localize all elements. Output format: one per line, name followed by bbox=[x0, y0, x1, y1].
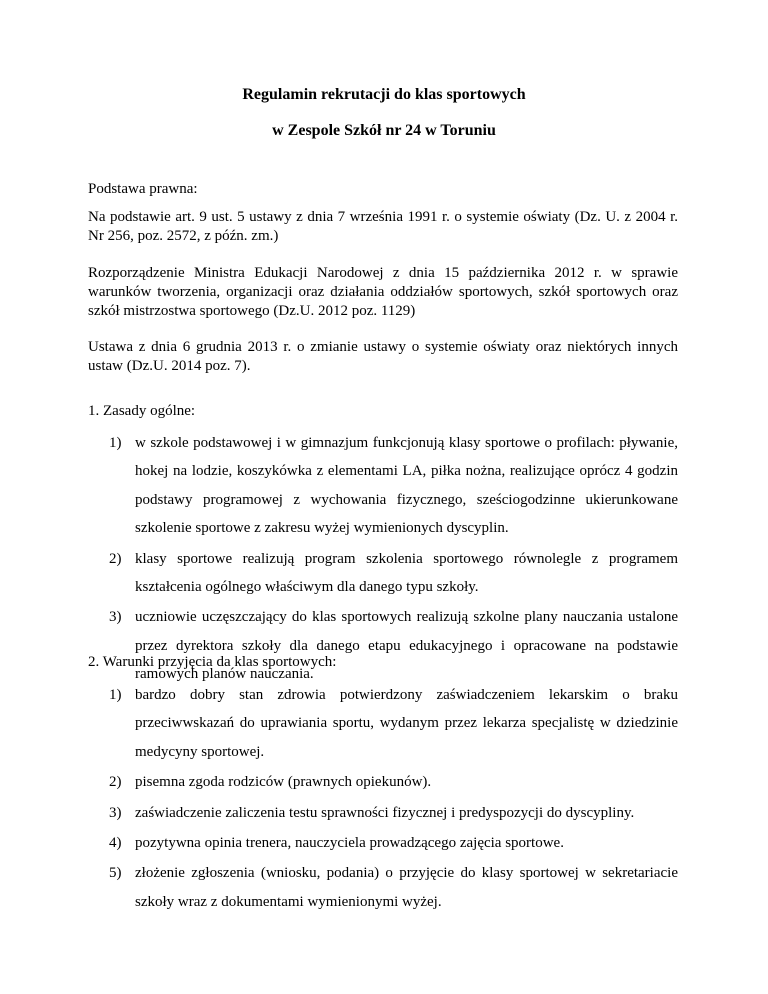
list-item-text: bardzo dobry stan zdrowia potwierdzony zaświadczeniem lekarskim o braku przeciwwskazań do uprawiania sportu, wydanym przez lekarza specjalistę w dziedzinie medycyny sportowej. bbox=[135, 687, 678, 760]
list-item-number: 1) bbox=[109, 435, 122, 451]
admission-conditions-list bbox=[109, 681, 678, 918]
list-item-text: zaświadczenie zaliczenia testu sprawności fizycznej i predyspozycji do dyscypliny. bbox=[135, 804, 635, 821]
document-title-line2: w Zespole Szkół nr 24 w Toruniu bbox=[272, 122, 496, 139]
list-item bbox=[109, 799, 678, 827]
list-item-number: 3) bbox=[109, 609, 122, 626]
list-item-text: uczniowie uczęszczający do klas sportowych realizują szkolne plany nauczania ustalone przez dyrektora szkoły dla danego etapu edukacyjnego i opracowane na podstawie ramowych planów nauczania. bbox=[135, 609, 678, 683]
document-title-line1: Regulamin rekrutacji do klas sportowych bbox=[242, 86, 526, 103]
list-item-text: pisemna zgoda rodziców (prawnych opiekunów). bbox=[135, 774, 432, 791]
list-item-number: 2) bbox=[109, 550, 122, 567]
list-item bbox=[109, 829, 678, 857]
list-item bbox=[109, 603, 678, 688]
list-item-text: klasy sportowe realizują program szkolenia sportowego równolegle z programem kształcenia ogólnego właściwym dla danego typu szkoły. bbox=[135, 550, 678, 596]
list-item-text: pozytywna opinia trenera, nauczyciela prowadzącego zajęcia sportowe. bbox=[135, 835, 564, 852]
list-item-text: w szkole podstawowej i w gimnazjum funkcjonują klasy sportowe o profilach: pływanie, hokej na lodzie, koszykówka z elementami LA, piłka nożna, realizujące oprócz 4 godzin podstawy programowej z wychowania fizycznego, sześciogodzinne ukierunkowane szkolenie sportowe z zakresu wyżej wymienionych dyscyplin. bbox=[135, 435, 678, 537]
list-item bbox=[109, 681, 678, 766]
general-rules-list bbox=[109, 429, 678, 691]
list-item-number: 1) bbox=[109, 687, 122, 703]
list-item-text: złożenie zgłoszenia (wniosku, podania) o przyjęcie do klasy sportowej w sekretariacie szkoły wraz z dokumentami wymienionymi wyżej. bbox=[135, 865, 678, 910]
section-heading-admission-conditions: 2. Warunki przyjęcia da klas sportowych: bbox=[88, 654, 337, 670]
list-item bbox=[109, 429, 678, 543]
list-item bbox=[109, 859, 678, 916]
legal-basis-paragraph: Ustawa z dnia 6 grudnia 2013 r. o zmianie ustawy o systemie oświaty oraz niektórych innych ustaw (Dz.U. 2014 poz. 7). bbox=[88, 339, 678, 374]
list-item bbox=[109, 545, 678, 602]
list-item-number: 3) bbox=[109, 804, 122, 821]
section-heading-general-rules: 1. Zasady ogólne: bbox=[88, 403, 196, 419]
legal-basis-label: Podstawa prawna: bbox=[88, 181, 198, 197]
legal-basis-paragraph: Na podstawie art. 9 ust. 5 ustawy z dnia 7 września 1991 r. o systemie oświaty (Dz. U. z 2004 r. Nr 256, poz. 2572, z późn. zm.) bbox=[88, 209, 678, 244]
list-item-number: 4) bbox=[109, 835, 122, 852]
legal-basis-paragraph: Rozporządzenie Ministra Edukacji Narodowej z dnia 15 października 2012 r. w sprawie warunków tworzenia, organizacji oraz działania oddziałów sportowych, szkół sportowych oraz szkół mistrzostwa sportowego (Dz.U. 2012 poz. 1129) bbox=[88, 265, 678, 319]
list-item-number: 2) bbox=[109, 774, 122, 791]
list-item-number: 5) bbox=[109, 865, 122, 882]
list-item bbox=[109, 768, 678, 796]
